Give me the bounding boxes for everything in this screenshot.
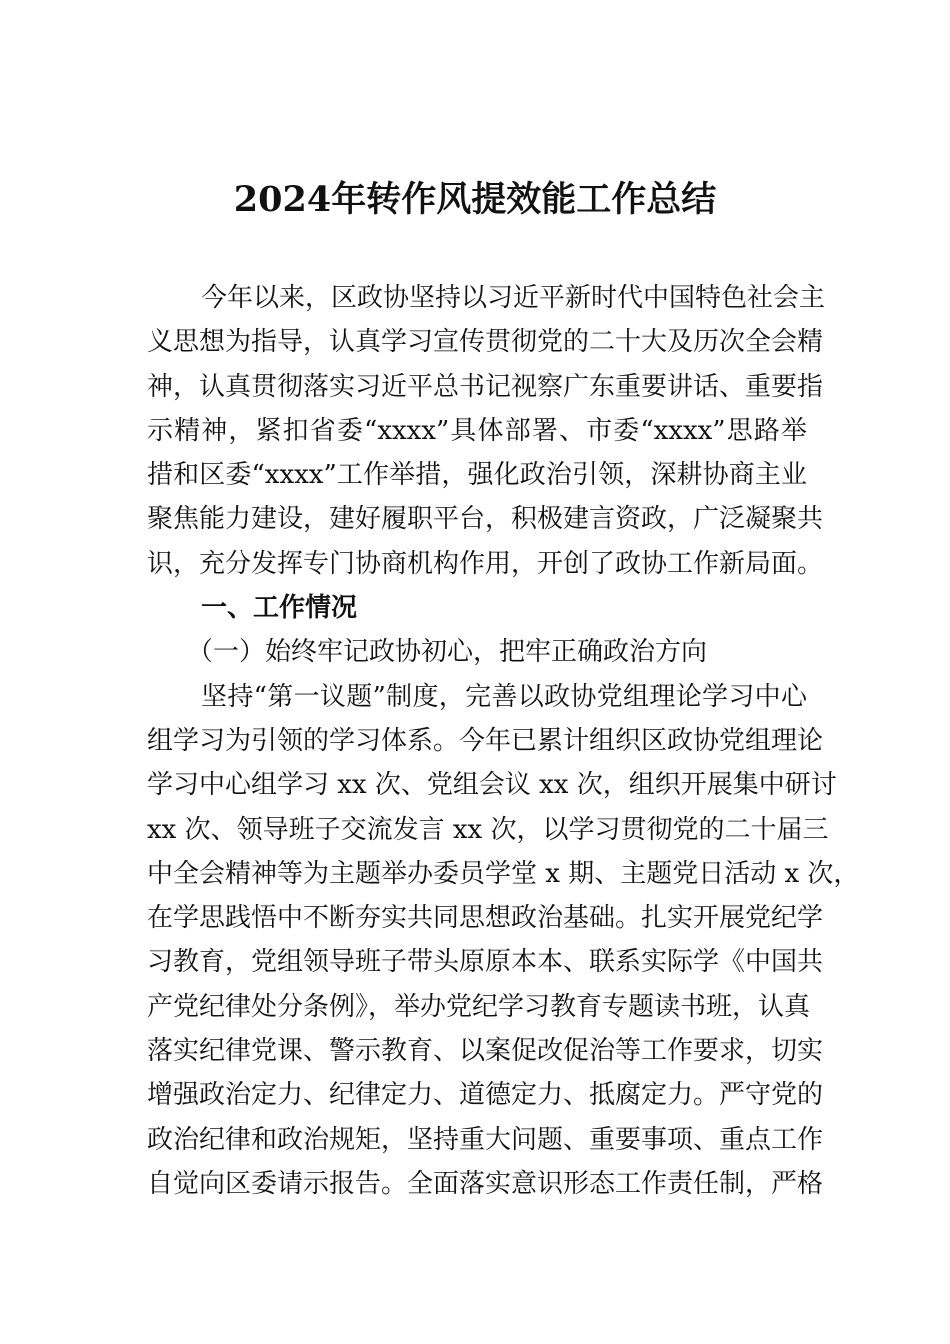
text-line: 神，认真贯彻落实习近平总书记视察广东重要讲话、重要指 (147, 371, 824, 402)
text-line: 措和区委“xxxx”工作举措，强化政治引领，深耕协商主业 (147, 460, 807, 491)
text-line: 聚焦能力建设，建好履职平台，积极建言资政，广泛凝聚共 (147, 504, 824, 535)
text-line: 自觉向区委请示报告。全面落实意识形态工作责任制，严格 (147, 1168, 824, 1199)
text-line: 产党纪律处分条例》，举办党纪学习教育专题读书班，认真 (147, 991, 811, 1022)
text-line: 习教育，党组领导班子带头原原本本、联系实际学《中国共 (147, 947, 824, 978)
text-line: 政治纪律和政治规矩，坚持重大问题、重要事项、重点工作 (147, 1124, 824, 1155)
text-line: 示精神，紧扣省委“xxxx”具体部署、市委“xxxx”思路举 (147, 415, 807, 446)
intro-paragraph (147, 276, 826, 586)
section-paragraph (147, 675, 860, 1207)
document-title: 2024年转作风提效能工作总结 (233, 179, 717, 220)
text-line: 增强政治定力、纪律定力、道德定力、抵腐定力。严守党的 (147, 1080, 824, 1111)
text-line: 今年以来，区政协坚持以习近平新时代中国特色社会主 (201, 283, 826, 313)
text-line: 坚持“第一议题”制度，完善以政协党组理论学习中心 (201, 681, 807, 712)
text-line: 中全会精神等为主题举办委员学堂 x 期、主题党日活动 x 次， (147, 858, 860, 889)
text-line: xx 次、领导班子交流发言 xx 次，以学习贯彻党的二十届三 (147, 814, 829, 845)
subsection-heading: （一）始终牢记政协初心，把牢正确政治方向 (187, 637, 708, 668)
text-line: 组学习为引领的学习体系。今年已累计组织区政协党组理论 (147, 725, 824, 756)
text-line: 义思想为指导，认真学习宣传贯彻党的二十大及历次全会精 (147, 327, 824, 358)
text-line: 在学思践悟中不断夯实共同思想政治基础。扎实开展党纪学 (147, 903, 824, 934)
text-line: 学习中心组学习 xx 次、党组会议 xx 次，组织开展集中研讨 (147, 770, 837, 801)
text-line: 识，充分发挥专门协商机构作用，开创了政协工作新局面。 (147, 548, 824, 579)
section-heading: 一、工作情况 (201, 593, 358, 624)
text-line: 落实纪律党课、警示教育、以案促改促治等工作要求，切实 (147, 1036, 824, 1067)
document-body (147, 276, 860, 1206)
